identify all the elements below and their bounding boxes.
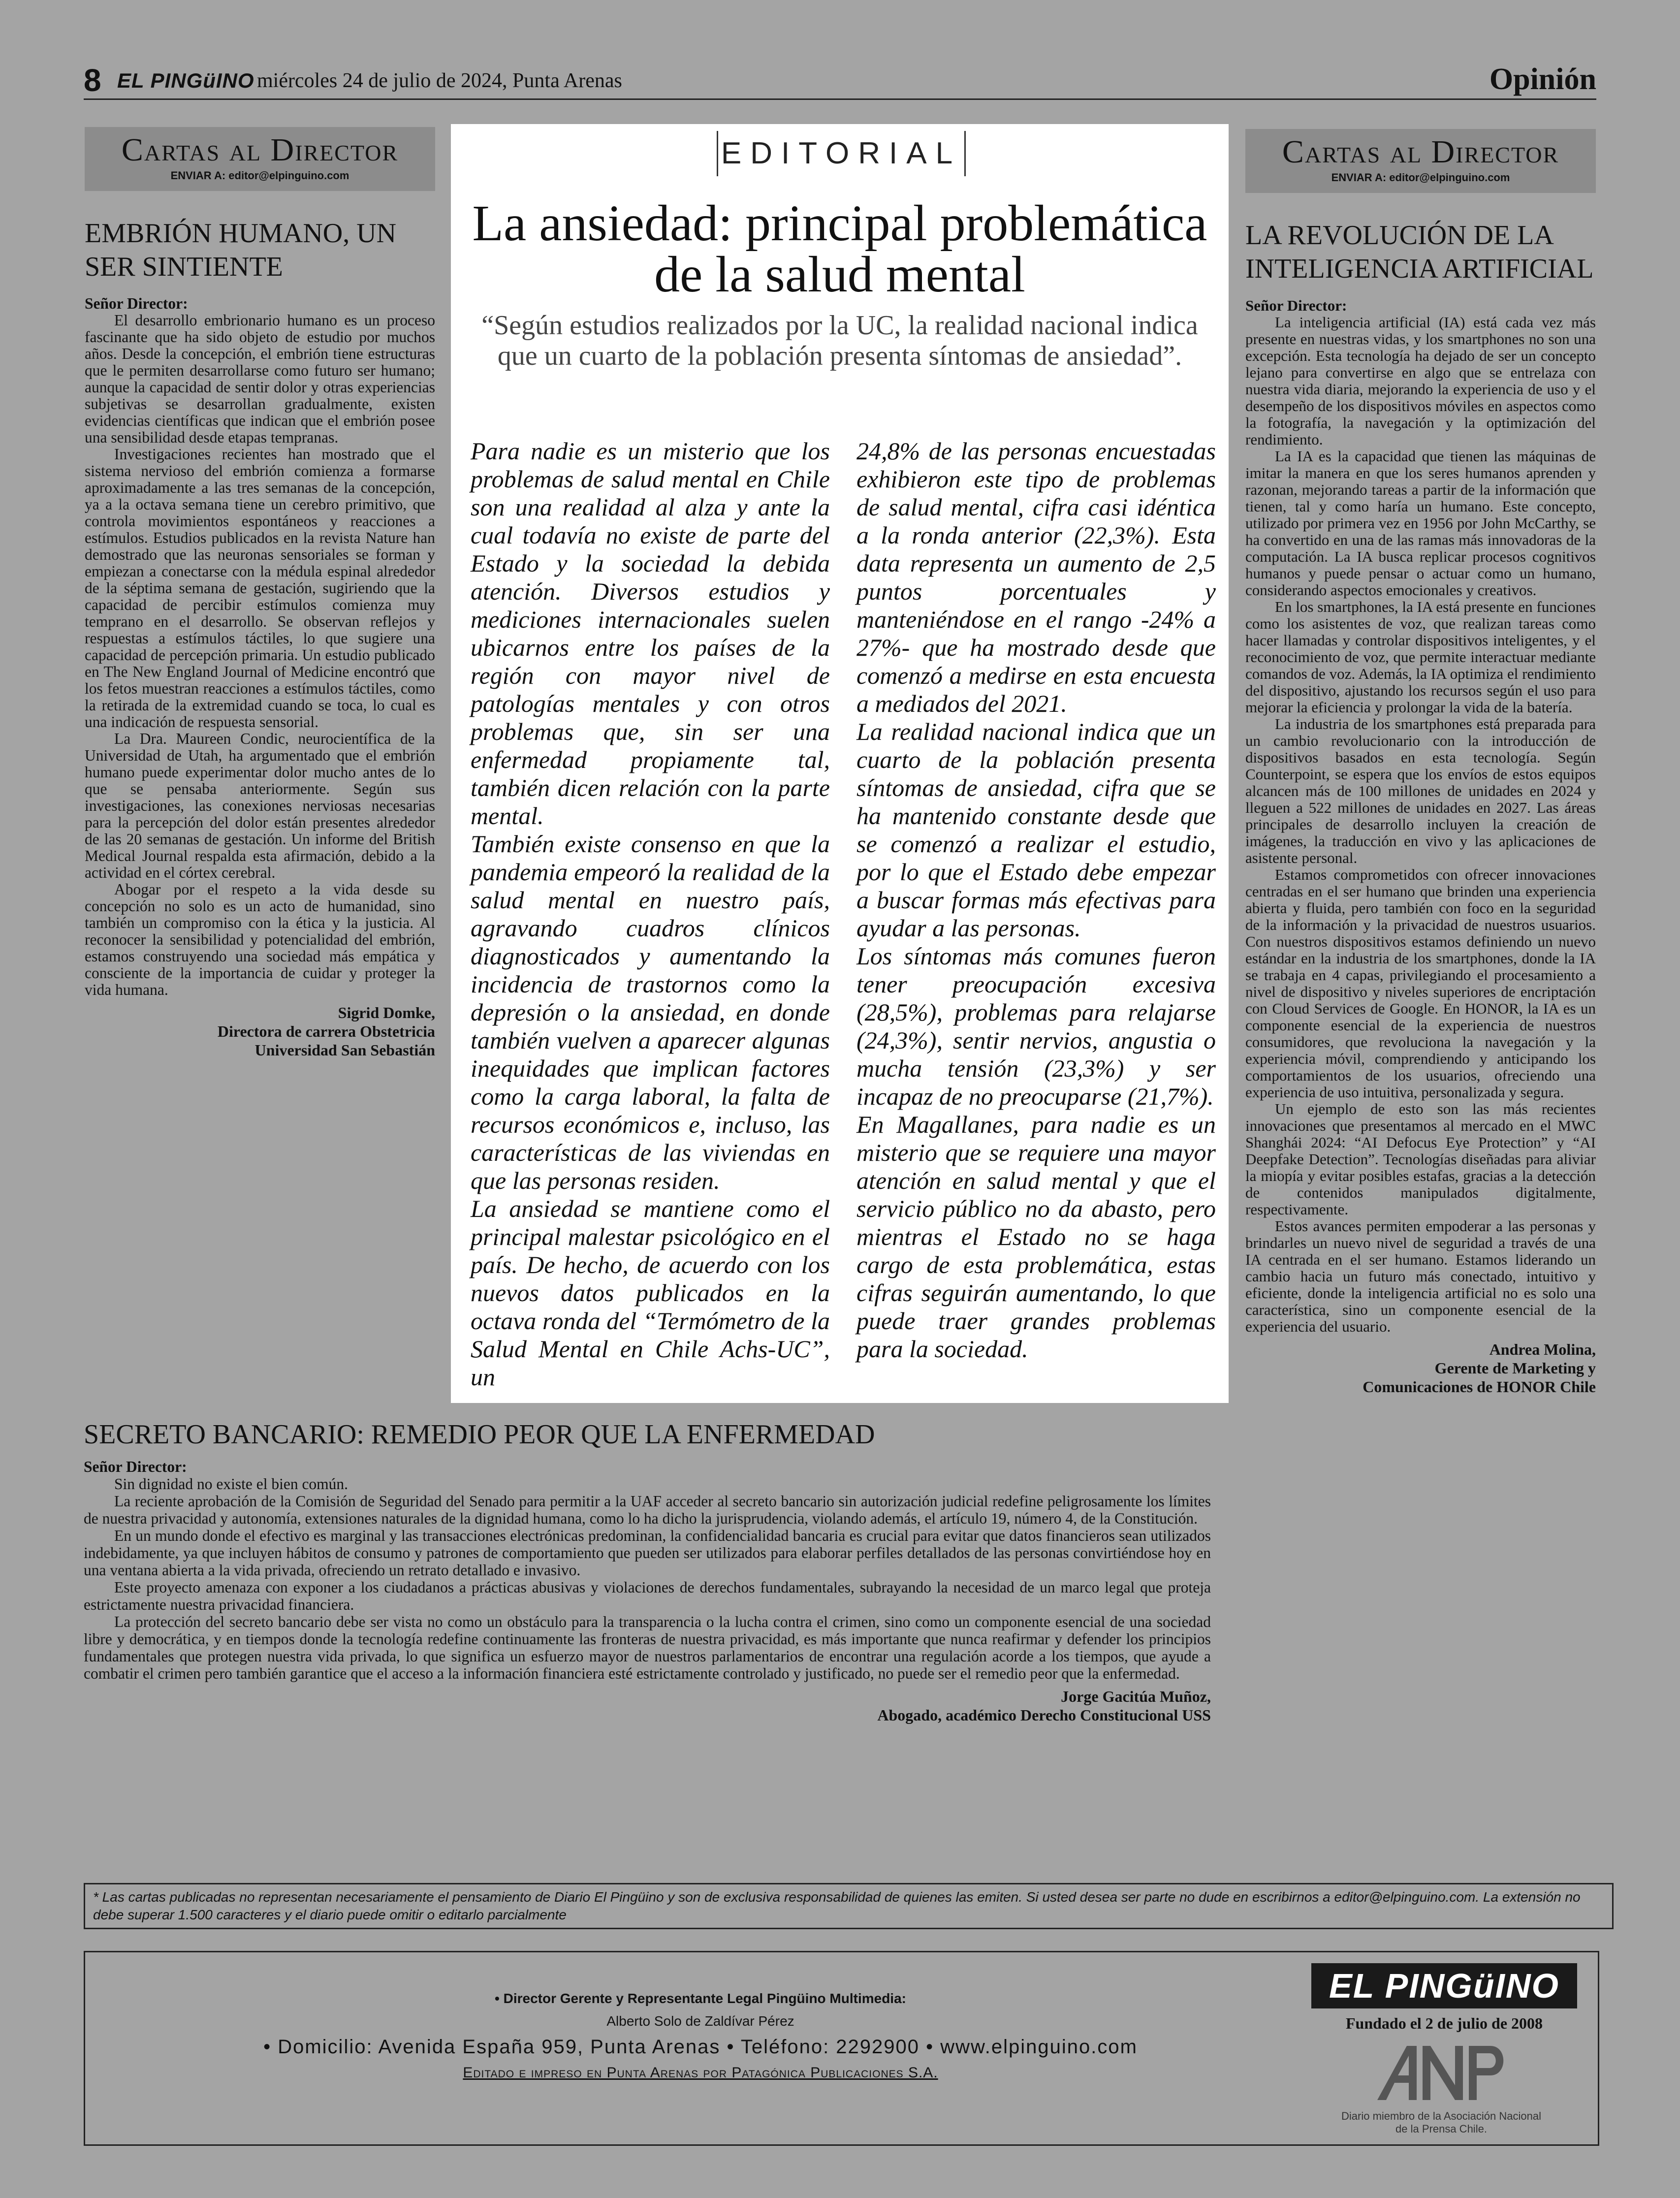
paragraph: En un mundo donde el efectivo es marginal y las transacciones electrónicas predominan, la confidencialidad bancaria es crucial para evitar que datos financieros sean utilizados indebidamente, ya que incluyen hábitos de consumo y patrones de comportamiento que pueden ser utilizados para elaborar perfiles detallados de las personas convirtiéndose hoy en una ventana abierta a la vida privada, ofreciendo un retrato detallado e invasivo. [84,1527,1211,1579]
signature-name: Andrea Molina, [1489,1340,1596,1358]
letter-embrion [85,217,435,1059]
signature-org: Comunicaciones de HONOR Chile [1363,1378,1596,1396]
paragraph: Estos avances permiten empoderar a las personas y brindarles un nuevo nivel de seguridad a través de una IA centrada en el ser humano. Estamos liderando un cambio hacia un futuro más conectado, intuitivo y eficiente, donde la inteligencia artificial no es solo una característica, sino un componente esencial de la experiencia del usuario. [1245,1217,1596,1335]
anp-logo-icon [1367,2041,1515,2105]
editorial-column-1 [471,437,830,1391]
paragraph: Abogar por el respeto a la vida desde su concepción no solo es un acto de humanidad, sino también un compromiso con la ética y la justicia. Al reconocer la sensibilidad y potencialidad del embrión, estamos construyendo una sociedad más empática y consciente de la importancia de cuidar y proteger la vida humana. [85,881,435,998]
salutation: Señor Director: [84,1458,187,1475]
paragraph: También existe consenso en que la pandemia empeoró la realidad de la salud mental en nuestro país, agravando cuadros clínicos diagnosticados y aumentando la incidencia de trastornos como la depresión o la ansiedad, en donde también vuelven a aparecer algunas inequidades que implican factores como la carga laboral, la falta de recursos económicos e, incluso, las características de las viviendas en que las personas residen. [471,830,830,1194]
letters-header-left [85,127,435,191]
editorial-title: La ansiedad: principal problemática de la salud mental [472,195,1207,303]
masthead-footer [84,1951,1599,2146]
paragraph: Este proyecto amenaza con exponer a los ciudadanos a prácticas abusivas y violaciones de derechos fundamentales, subrayando la necesidad de un marco legal que proteja estrictamente nuestra privacidad financiera. [84,1579,1211,1613]
letters-header-right [1245,129,1596,193]
signature-name: Sigrid Domke, [338,1004,435,1021]
signature [84,1687,1211,1724]
section-title: Opinión [1489,63,1596,96]
signature [1245,1340,1596,1396]
paragraph: La reciente aprobación de la Comisión de Seguridad del Senado para permitir a la UAF acceder al secreto bancario sin autorización judicial redefine peligrosamente los límites de nuestra privacidad y autonomía, extensiones naturales de la dignidad humana, como lo ha dicho la jurisprudencia, violando además, el artículo 19, número 4, de la Constitución. [84,1493,1211,1527]
page-header [84,63,1596,100]
paragraph: La ansiedad se mantiene como el principal malestar psicológico en el país. De hecho, de acuerdo con los nuevos datos publicados en la octava ronda del “Termómetro de la Salud Mental en Chile Achs-UC”, un [471,1195,830,1391]
signature-name: Jorge Gacitúa Muñoz, [1061,1688,1211,1705]
brand-logo: EL PINGüINO [1311,1963,1577,2008]
paragraph: La IA es la capacidad que tienen las máquinas de imitar la manera en que los seres humanos aprenden y razonan, mejorando tareas a partir de la información que tienen, tal y como haría un humano. Este concepto, utilizado por primera vez en 1956 por John McCarthy, se ha convertido en una de las ramas más innovadoras de la computación. La IA busca replicar procesos cognitivos humanos y puede pensar o actuar como un humano, considerando aspectos emocionales y creativos. [1245,447,1596,599]
letters-send-to: ENVIAR A: editor@elpinguino.com [170,169,349,182]
letters-send-to: ENVIAR A: editor@elpinguino.com [1331,171,1510,184]
paragraph: 24,8% de las personas encuestadas exhibieron este tipo de problemas de salud mental, cifra casi idéntica a la ronda anterior (22,3%). Esta data representa un aumento de 2,5 puntos porcentuales y manteniéndose en el rango -24% a 27%- que ha mostrado desde que comenzó a medirse en esta encuesta a mediados del 2021. [856,437,1216,717]
paragraph: El desarrollo embrionario humano es un proceso fascinante que ha sido objeto de estudio por muchos años. Desde la concepción, el embrión tiene estructuras que le permiten desarrollarse como futuro ser humano; aunque la capacidad de sentir dolor y otras experiencias subjetivas se desarrollan gradualmente, existen evidencias científicas que indican que el embrión posee una sensibilidad desde etapas tempranas. [85,312,435,446]
dateline: miércoles 24 de julio de 2024, Punta Arenas [257,69,622,92]
signature-role: Gerente de Marketing y [1434,1359,1596,1377]
paragraph: Los síntomas más comunes fueron tener preocupación excesiva (28,5%), problemas para relajarse (24,3%), sentir nervios, angustia o mucha tensión (23,3%) y ser incapaz de no preocuparse (21,7%). [856,942,1216,1110]
paragraph: La protección del secreto bancario debe ser vista no como un obstáculo para la transparencia o la lucha contra el crimen, sino como un componente esencial de una sociedad libre y democrática, y en tiempos donde la tecnología redefine continuamente las fronteras de nuestra privacidad, es más importante que nunca reafirmar y defender los principios fundamentales que protegen nuestra vida privada, lo que significa un esfuerzo mayor de nuestros parlamentarios de encontrar una regulación acorde a los tiempos, que ayude a combatir el crimen pero también garantice que el acceso a la información financiera esté estrictamente controlado y justificado, no puede ser el remedio peor que la enfermedad. [84,1613,1211,1682]
signature-org: Universidad San Sebastián [254,1041,435,1059]
paragraph: La Dra. Maureen Condic, neurocientífica de la Universidad de Utah, ha argumentado que el embrión humano puede experimentar dolor mucho antes de lo que se pensaba anteriormente. Según sus investigaciones, las conexiones nerviosas necesarias para la percepción del dolor están presentes alrededor de las 20 semanas de gestación. Un informe del British Medical Journal respalda esta afirmación, debido a la actividad en el córtex cerebral. [85,730,435,881]
page-number: 8 [84,63,101,98]
letters-header-title: Cartas al Director [121,132,399,168]
publisher-line: Editado e impreso en Punta Arenas por Patagónica Publicaciones S.A. [463,2065,938,2081]
director-name: Alberto Solo de Zaldívar Pérez [606,2013,794,2029]
paragraph: Investigaciones recientes han mostrado que el sistema nervioso del embrión comienza a formarse aproximadamente a las tres semanas de la concepción, ya a la octava semana tiene un cerebro primitivo, que controla movimientos espontáneos y reacciones a estímulos. Estudios publicados en la revista Nature han demostrado que las neuronas sensoriales se forman y empiezan a conectarse con la médula espinal alrededor de la séptima semana de gestación, sugiriendo que la capacidad de percibir estímulos comienza muy temprano en el desarrollo. Se observan reflejos y respuestas a estímulos táctiles, lo que sugiere una capacidad de percepción primaria. Un estudio publicado en The New England Journal of Medicine encontró que los fetos muestran reacciones a estímulos táctiles, como la retirada de la extremidad cuando se toca, lo cual es una indicación de respuesta sensorial. [85,446,435,731]
contact-line: • Domicilio: Avenida España 959, Punta Arenas • Teléfono: 2292900 • www.elpinguino.com [263,2036,1138,2058]
paragraph: En Magallanes, para nadie es un misterio que se requiere una mayor atención en salud mental y que el servicio público no da abasto, pero mientras el Estado no se haga cargo de esta problemática, estas cifras seguirán aumentando, lo que puede traer grandes problemas para la sociedad. [856,1111,1216,1363]
paragraph: Un ejemplo de esto son las más recientes innovaciones que presentamos al mercado en el MWC Shanghái 2024: “AI Defocus Eye Protection” y “AI Deepfake Detection”. Tecnologías diseñadas para aliviar la miopía y evitar posibles estafas, gracias a la detección de contenidos manipulados digitalmente, respectivamente. [1245,1100,1596,1218]
signature-role: Directora de carrera Obstetricia [217,1022,435,1040]
paragraph: La realidad nacional indica que un cuarto de la población presenta síntomas de ansiedad, cifra que se ha mantenido constante desde que se comenzó a realizar el estudio, por lo que el Estado debe empezar a buscar formas más efectivas para ayudar a las personas. [856,718,1216,942]
paragraph: Para nadie es un misterio que los problemas de salud mental en Chile son una realidad al alza y ante la cual todavía no existe de parte del Estado y la sociedad la debida atención. Diversos estudios y mediciones internacionales suelen ubicarnos entre los países de la región con mayor nivel de patologías mentales y con otros problemas que, sin ser una enfermedad propiamente tal, también dicen relación con la parte mental. [471,437,830,829]
paragraph: Estamos comprometidos con ofrecer innovaciones centradas en el ser humano que brinden una experiencia abierta y fluida, pero también con foco en la seguridad de la información y la privacidad de nuestros usuarios. Con nuestros dispositivos estamos definiendo un nuevo estándar en la industria de los smartphones, donde la IA se trabaja en 4 capas, privilegiando el procesamiento a nivel de dispositivo y niveles superiores de encriptación con Cloud Services de Google. En HONOR, la IA es un componente esencial de la experiencia de nuestros consumidores, que revoluciona la navegación y la experiencia móvil, comprendiendo y anticipando los comportamientos de los usuarios, ofreciendo una experiencia de uso intuitiva, personalizada y segura. [1245,866,1596,1101]
signature-role: Abogado, académico Derecho Constitucional USS [877,1706,1211,1724]
paragraph: La inteligencia artificial (IA) está cada vez más presente en nuestras vidas, y los smartphones no son una excepción. Esta tecnología ha dejado de ser un concepto lejano para convertirse en algo que se entrelaza con nuestra vida diaria, mejorando la experiencia de uso y el desempeño de los dispositivos móviles en aspectos como la fotografía, la navegación y la optimización del rendimiento. [1245,314,1596,448]
letters-disclaimer: * Las cartas publicadas no representan necesariamente el pensamiento de Diario El Pingüino y son de exclusiva responsabilidad de quienes las emiten. Si usted desea ser parte no dude en escribirnos a editor@elpinguino.com. La extensión no debe superar 1.500 caracteres y el diario puede omitir o editarlo parcialmente [84,1883,1614,1929]
brand-name: EL PINGüINO [117,69,254,92]
salutation: Señor Director: [85,295,188,312]
editorial-column-2 [856,437,1216,1363]
paragraph: La industria de los smartphones está preparada para un cambio revolucionario con la introducción de dispositivos basados en esta tecnología. Según Counterpoint, se espera que los envíos de estos equipos alcancen más de 100 millones de unidades en 2024 y lleguen a 522 millones de unidades en 2027. Las áreas principales de desarrollo incluyen la creación de imágenes, la traducción en vivo y las aplicaciones de asistente personal. [1245,715,1596,866]
anp-member-text: Diario miembro de la Asociación Nacional de la Prensa Chile. [1341,2110,1541,2135]
director-label: • Director Gerente y Representante Legal Pingüino Multimedia: [495,1991,906,2006]
editorial-label: EDITORIAL [717,131,966,176]
letter-title: EMBRIÓN HUMANO, UN SER SINTIENTE [85,218,397,282]
signature [85,1003,435,1059]
paragraph: En los smartphones, la IA está presente en funciones como los asistentes de voz, que realizan tareas como hacer llamadas y controlar dispositivos inteligentes, y el reconocimiento de voz, que permite interactuar mediante comandos de voz. Además, la IA optimiza el rendimiento del dispositivo, ajustando los recursos según el uso para mejorar la eficiencia y prolongar la vida de la batería. [1245,598,1596,716]
founded-date: Fundado el 2 de julio de 2008 [1345,2014,1543,2032]
editorial-quote: “Según estudios realizados por la UC, la realidad nacional indica que un cuarto de la población presenta síntomas de ansiedad”. [481,310,1198,371]
salutation: Señor Director: [1245,297,1347,314]
letter-inteligencia-artificial [1245,219,1596,1396]
letter-title: LA REVOLUCIÓN DE LA INTELIGENCIA ARTIFICIAL [1245,220,1594,284]
paragraph: Sin dignidad no existe el bien común. [114,1475,349,1493]
letters-header-title: Cartas al Director [1282,134,1559,170]
letter-secreto-bancario [84,1418,1211,1724]
editorial-box [451,124,1229,1403]
letter-title: SECRETO BANCARIO: REMEDIO PEOR QUE LA ENFERMEDAD [84,1419,875,1450]
